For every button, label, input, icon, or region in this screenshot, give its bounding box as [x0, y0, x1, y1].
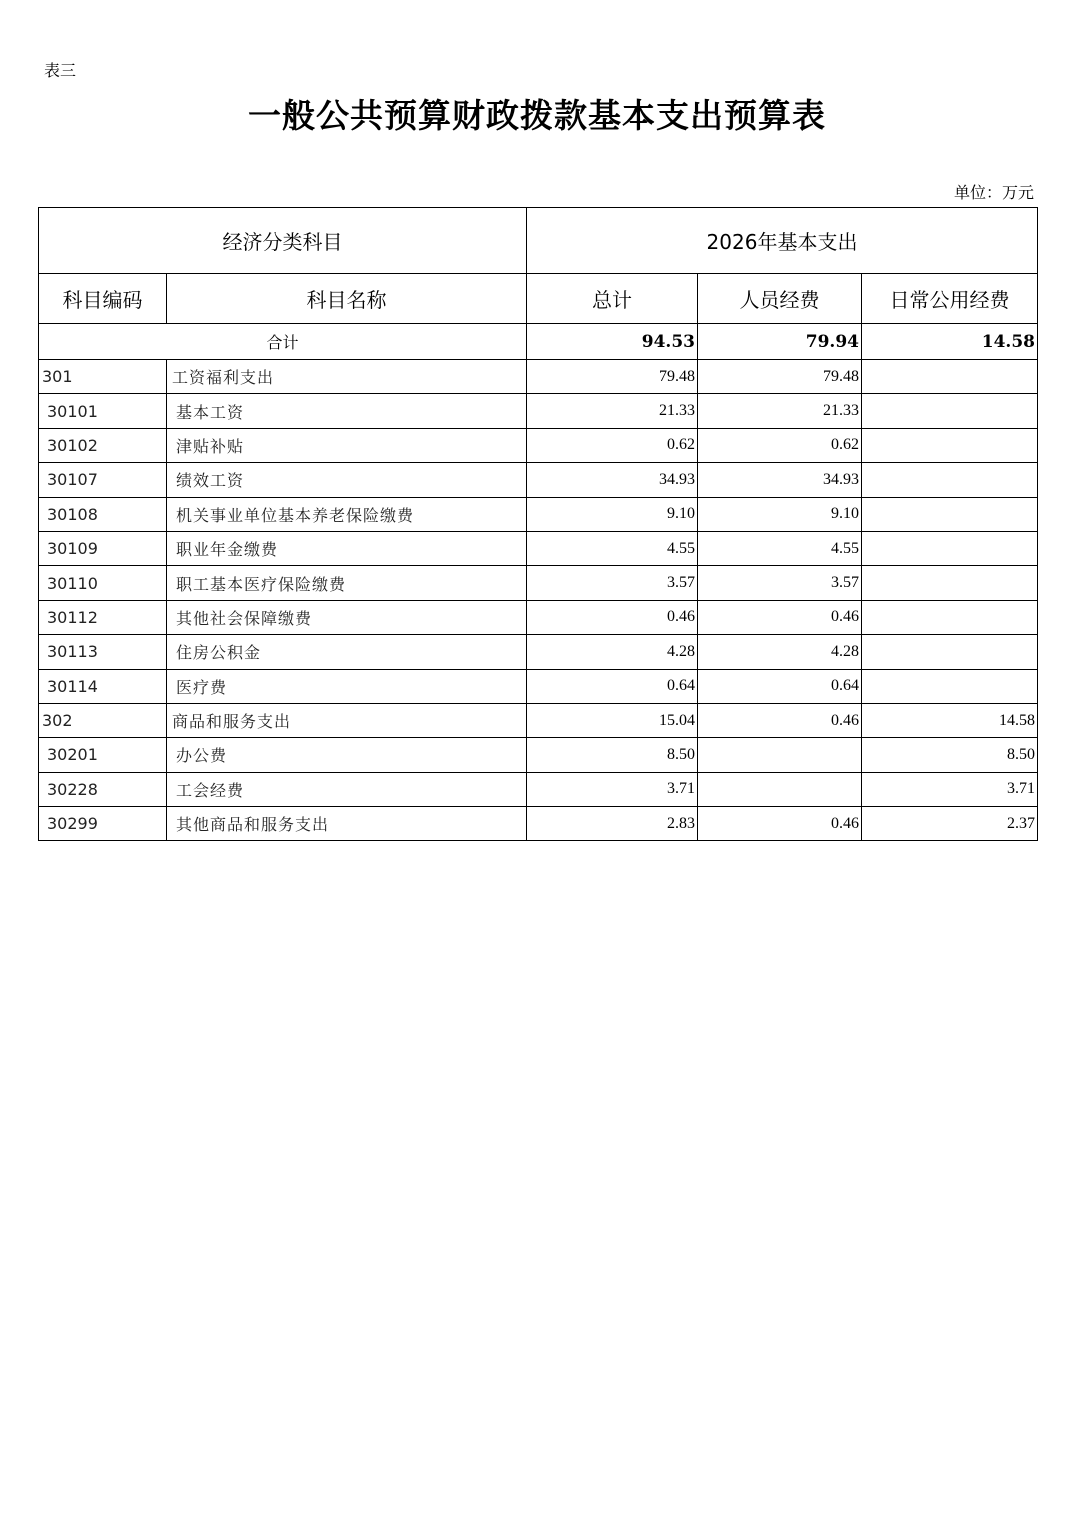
row-name: 办公费	[167, 738, 527, 772]
total-label: 合计	[39, 324, 527, 360]
row-total: 2.83	[527, 807, 698, 841]
table-row	[39, 428, 1038, 462]
row-total: 34.93	[527, 463, 698, 497]
row-public	[862, 463, 1038, 497]
row-total: 79.48	[527, 360, 698, 394]
table-row	[39, 703, 1038, 737]
row-public	[862, 531, 1038, 565]
row-public: 2.37	[862, 807, 1038, 841]
row-name: 绩效工资	[167, 463, 527, 497]
header-public: 日常公用经费	[862, 274, 1038, 324]
row-personnel	[698, 772, 862, 806]
row-code: 30108	[39, 497, 167, 531]
row-personnel: 0.46	[698, 703, 862, 737]
table-row	[39, 738, 1038, 772]
total-public: 14.58	[862, 324, 1038, 360]
row-total: 0.64	[527, 669, 698, 703]
row-public: 3.71	[862, 772, 1038, 806]
header-personnel: 人员经费	[698, 274, 862, 324]
row-total: 4.55	[527, 531, 698, 565]
table-row	[39, 772, 1038, 806]
row-public: 8.50	[862, 738, 1038, 772]
table-row	[39, 531, 1038, 565]
row-personnel: 0.46	[698, 807, 862, 841]
row-public	[862, 394, 1038, 428]
row-code: 30113	[39, 635, 167, 669]
header-econ-category: 经济分类科目	[39, 208, 527, 274]
row-total: 0.62	[527, 428, 698, 462]
row-personnel: 0.46	[698, 600, 862, 634]
row-personnel: 4.55	[698, 531, 862, 565]
unit-label: 单位：万元	[953, 183, 1034, 202]
table-row	[39, 600, 1038, 634]
row-code: 301	[39, 360, 167, 394]
row-code: 30114	[39, 669, 167, 703]
table-row	[39, 463, 1038, 497]
row-name: 工资福利支出	[167, 360, 527, 394]
row-code: 30107	[39, 463, 167, 497]
row-personnel: 0.64	[698, 669, 862, 703]
row-public: 14.58	[862, 703, 1038, 737]
row-personnel: 3.57	[698, 566, 862, 600]
row-total: 0.46	[527, 600, 698, 634]
table-row	[39, 360, 1038, 394]
row-code: 30101	[39, 394, 167, 428]
row-personnel: 79.48	[698, 360, 862, 394]
table-row	[39, 497, 1038, 531]
header-total: 总计	[527, 274, 698, 324]
total-personnel: 79.94	[698, 324, 862, 360]
row-code: 30228	[39, 772, 167, 806]
header-code: 科目编码	[39, 274, 167, 324]
row-public	[862, 600, 1038, 634]
row-name: 基本工资	[167, 394, 527, 428]
row-personnel: 34.93	[698, 463, 862, 497]
header-name: 科目名称	[167, 274, 527, 324]
row-total: 4.28	[527, 635, 698, 669]
row-public	[862, 635, 1038, 669]
row-public	[862, 360, 1038, 394]
row-personnel: 21.33	[698, 394, 862, 428]
row-total: 9.10	[527, 497, 698, 531]
total-total: 94.53	[527, 324, 698, 360]
budget-table	[38, 207, 1038, 841]
row-public	[862, 669, 1038, 703]
row-code: 302	[39, 703, 167, 737]
row-name: 其他社会保障缴费	[167, 600, 527, 634]
row-name: 职工基本医疗保险缴费	[167, 566, 527, 600]
table-row	[39, 566, 1038, 600]
row-public	[862, 428, 1038, 462]
row-name: 商品和服务支出	[167, 703, 527, 737]
row-name: 住房公积金	[167, 635, 527, 669]
row-code: 30299	[39, 807, 167, 841]
table-number-label: 表三	[44, 61, 77, 80]
row-name: 医疗费	[167, 669, 527, 703]
row-name: 职业年金缴费	[167, 531, 527, 565]
table-row	[39, 669, 1038, 703]
row-total: 8.50	[527, 738, 698, 772]
row-code: 30110	[39, 566, 167, 600]
row-total: 3.71	[527, 772, 698, 806]
row-total: 21.33	[527, 394, 698, 428]
row-total: 3.57	[527, 566, 698, 600]
row-code: 30201	[39, 738, 167, 772]
row-code: 30109	[39, 531, 167, 565]
table-row	[39, 807, 1038, 841]
row-personnel: 4.28	[698, 635, 862, 669]
row-public	[862, 566, 1038, 600]
table-row	[39, 394, 1038, 428]
row-total: 15.04	[527, 703, 698, 737]
row-code: 30102	[39, 428, 167, 462]
row-name: 机关事业单位基本养老保险缴费	[167, 497, 527, 531]
row-personnel	[698, 738, 862, 772]
row-personnel: 9.10	[698, 497, 862, 531]
row-name: 其他商品和服务支出	[167, 807, 527, 841]
row-code: 30112	[39, 600, 167, 634]
document-title: 一般公共预算财政拨款基本支出预算表	[248, 96, 826, 135]
row-name: 工会经费	[167, 772, 527, 806]
total-row	[39, 324, 1038, 360]
row-public	[862, 497, 1038, 531]
row-name: 津贴补贴	[167, 428, 527, 462]
table-row	[39, 635, 1038, 669]
row-personnel: 0.62	[698, 428, 862, 462]
header-year-basic: 2026年基本支出	[527, 208, 1038, 274]
